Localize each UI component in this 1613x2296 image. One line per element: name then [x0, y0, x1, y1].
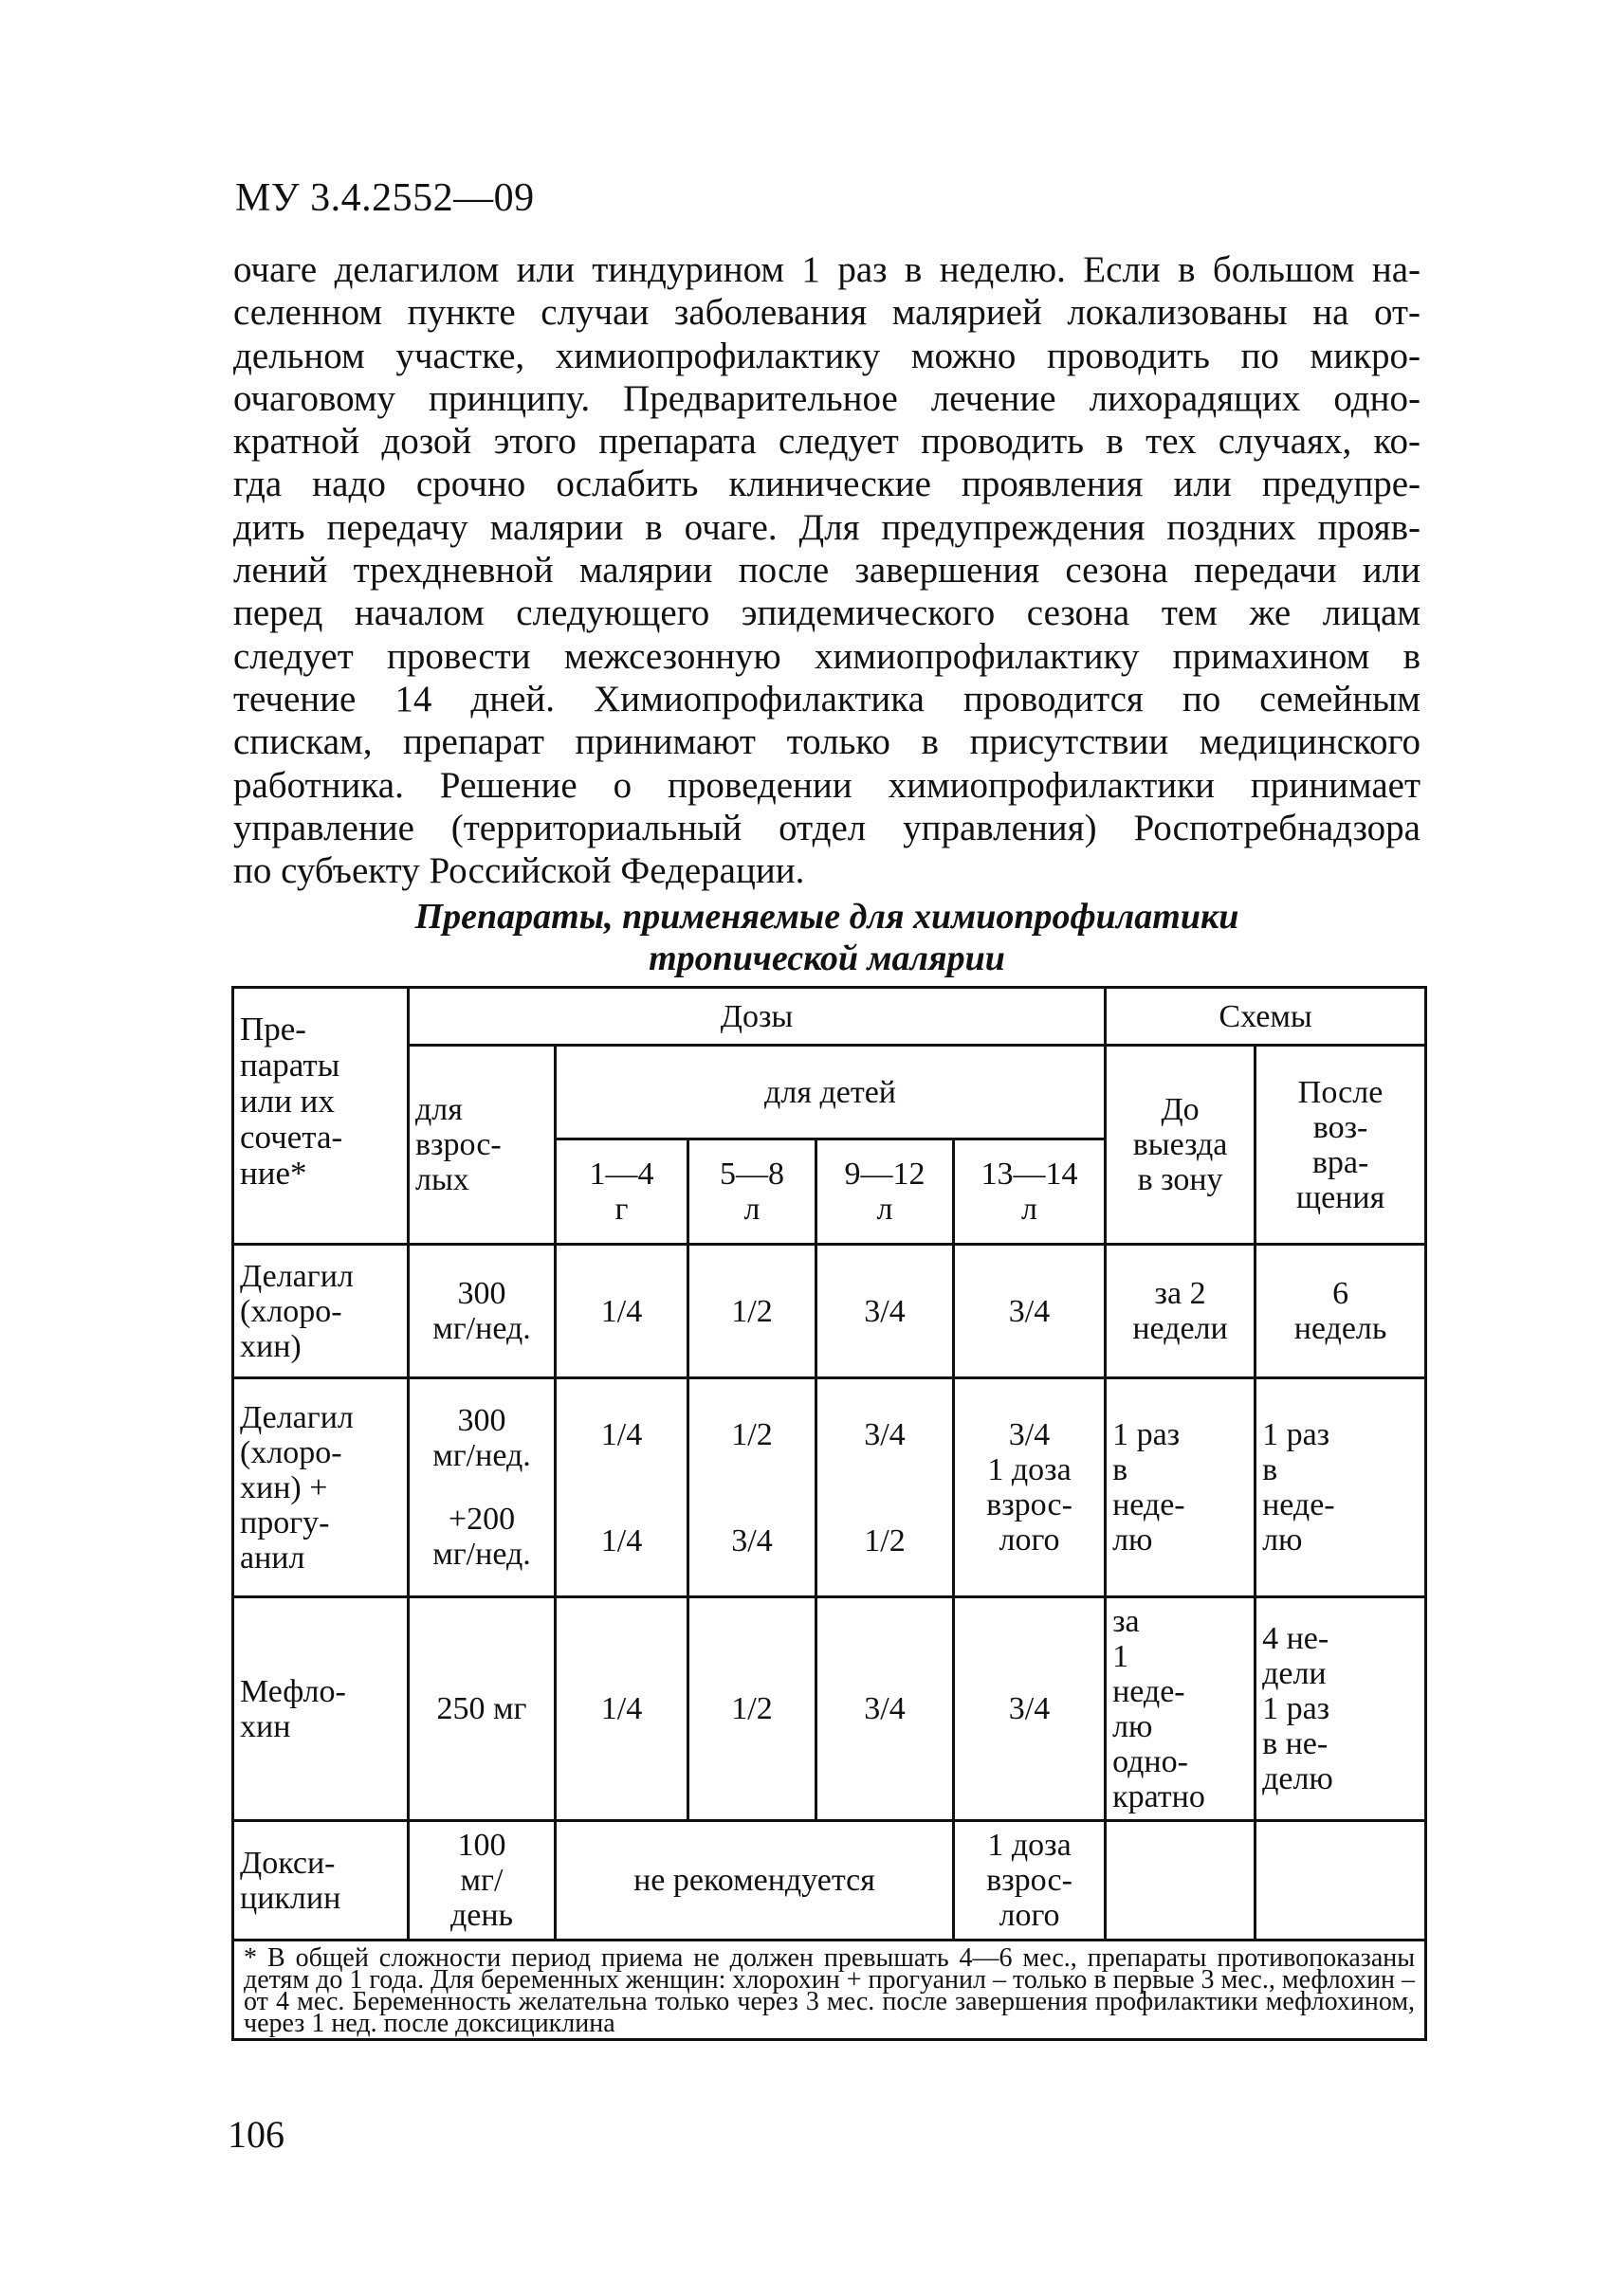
- table-caption: [233, 896, 1421, 979]
- header-schemes: Схемы: [1106, 988, 1426, 1046]
- table-row: [233, 1378, 1426, 1597]
- drug-name: Мефло- хин: [233, 1597, 409, 1821]
- table-footnote: * В общей сложности период приема не должен превышать 4—6 мес., препараты противопоказаны детям до 1 года. Для беременных женщин: хлорохин + прогуанил – только в первые 3 мес., мефлохин – от 4 мес. Беременность желательна только через 3 мес. после завершения профилактики мефлохином, через 1 нед. после доксициклина: [233, 1941, 1426, 2040]
- child-dose: 3/4: [816, 1245, 954, 1378]
- adult-dose: 300 мг/нед.: [409, 1245, 556, 1378]
- body-line: очаге делагилом или тиндурином 1 раз в неделю. Если в большом на-: [233, 249, 1421, 290]
- body-line: спискам, препарат принимают только в присутствии медицинского: [233, 721, 1421, 763]
- document-code: МУ 3.4.2552—09: [235, 176, 535, 220]
- body-line: дельном участке, химиопрофилактику можно проводить по микро-: [233, 335, 1421, 376]
- child-dose: 1/4: [556, 1245, 688, 1378]
- scheme-after: 6 недель: [1256, 1245, 1426, 1378]
- scheme-before: за 2 недели: [1106, 1245, 1256, 1378]
- table-row: [233, 1245, 1426, 1378]
- header-after-return: После воз- вра- щения: [1256, 1046, 1426, 1245]
- header-doses: Дозы: [409, 988, 1106, 1046]
- scheme-after: 1 раз в неде- лю: [1256, 1378, 1426, 1597]
- drug-name: Делагил (хлоро- хин) + прогу- анил: [233, 1378, 409, 1597]
- child-dose: 3/4: [954, 1245, 1106, 1378]
- child-dose: 3/4: [816, 1597, 954, 1821]
- body-line: работника. Решение о проведении химиопрофилактики принимает: [233, 764, 1421, 806]
- header-before-departure: До выезда в зону: [1106, 1046, 1256, 1245]
- child-dose: [816, 1378, 954, 1597]
- body-line: лений трехдневной малярии после завершения сезона передачи или: [233, 550, 1421, 592]
- body-line: течение 14 дней. Химиопрофилактика проводится по семейным: [233, 678, 1421, 720]
- adult-dose-b: +200 мг/нед.: [432, 1502, 531, 1572]
- child-dose: 1 доза взрос- лого: [954, 1821, 1106, 1941]
- table-row: [233, 1821, 1426, 1941]
- child-dose: [688, 1378, 816, 1597]
- header-age-1-4: 1—4 г: [556, 1139, 688, 1245]
- header-for-children: для детей: [556, 1046, 1106, 1139]
- header-age-9-12: 9—12 л: [816, 1139, 954, 1245]
- drug-dosage-table: [231, 986, 1427, 2041]
- body-paragraph: [233, 248, 1421, 892]
- child-dose-a: 3/4: [864, 1416, 906, 1452]
- child-dose: 1/2: [688, 1245, 816, 1378]
- children-not-recommended: не рекомендуется: [556, 1821, 954, 1941]
- child-dose-a: 1/4: [600, 1416, 643, 1452]
- scheme-before: [1106, 1821, 1256, 1941]
- body-line: дить передачу малярии в очаге. Для предупреждения поздних прояв-: [233, 506, 1421, 548]
- body-line: управление (территориальный отдел управления) Роспотребнадзора: [233, 807, 1421, 848]
- body-line: по субъекту Российской Федерации.: [233, 850, 805, 892]
- child-dose: 1/4: [556, 1597, 688, 1821]
- header-age-13-14: 13—14 л: [954, 1139, 1106, 1245]
- scheme-before: 1 раз в неде- лю: [1106, 1378, 1256, 1597]
- body-line: гда надо срочно ослабить клинические проявления или предупре-: [233, 464, 1421, 505]
- scheme-after: 4 не- дели 1 раз в не- делю: [1256, 1597, 1426, 1821]
- body-line: следует провести межсезонную химиопрофилактику примахином в: [233, 635, 1421, 677]
- adult-dose: 250 мг: [409, 1597, 556, 1821]
- child-dose: [556, 1378, 688, 1597]
- adult-dose: [409, 1378, 556, 1597]
- child-dose-b: 3/4: [731, 1522, 773, 1558]
- drug-name: Делагил (хлоро- хин): [233, 1245, 409, 1378]
- child-dose: 3/4: [954, 1597, 1106, 1821]
- table-caption-line-2: тропической малярии: [649, 938, 1005, 978]
- adult-dose: 100 мг/ день: [409, 1821, 556, 1941]
- table-caption-line-1: Препараты, применяемые для химиопрофилатики: [414, 897, 1239, 937]
- body-line: очаговому принципу. Предварительное лечение лихорадящих одно-: [233, 377, 1421, 419]
- page-number: 106: [228, 2113, 284, 2156]
- child-dose-b: 1 доза взрос- лого: [986, 1452, 1072, 1558]
- child-dose: 1/2: [688, 1597, 816, 1821]
- scheme-after: [1256, 1821, 1426, 1941]
- child-dose: [954, 1378, 1106, 1597]
- header-preparations: Пре- параты или их сочета- ние*: [233, 988, 409, 1245]
- child-dose-a: 3/4: [1008, 1417, 1051, 1452]
- scheme-before: за 1 неде- лю одно- кратно: [1106, 1597, 1256, 1821]
- drug-name: Докси- циклин: [233, 1821, 409, 1941]
- table-row: [233, 1597, 1426, 1821]
- adult-dose-a: 300 мг/нед.: [432, 1403, 531, 1473]
- body-line: селенном пункте случаи заболевания малярией локализованы на от-: [233, 292, 1421, 334]
- child-dose-b: 1/4: [600, 1522, 643, 1558]
- child-dose-a: 1/2: [731, 1416, 773, 1452]
- header-for-adults: для взрос- лых: [409, 1046, 556, 1245]
- header-age-5-8: 5—8 л: [688, 1139, 816, 1245]
- body-line: кратной дозой этого препарата следует проводить в тех случаях, ко-: [233, 421, 1421, 463]
- child-dose-b: 1/2: [864, 1522, 906, 1558]
- body-line: перед началом следующего эпидемического сезона тем же лицам: [233, 592, 1421, 634]
